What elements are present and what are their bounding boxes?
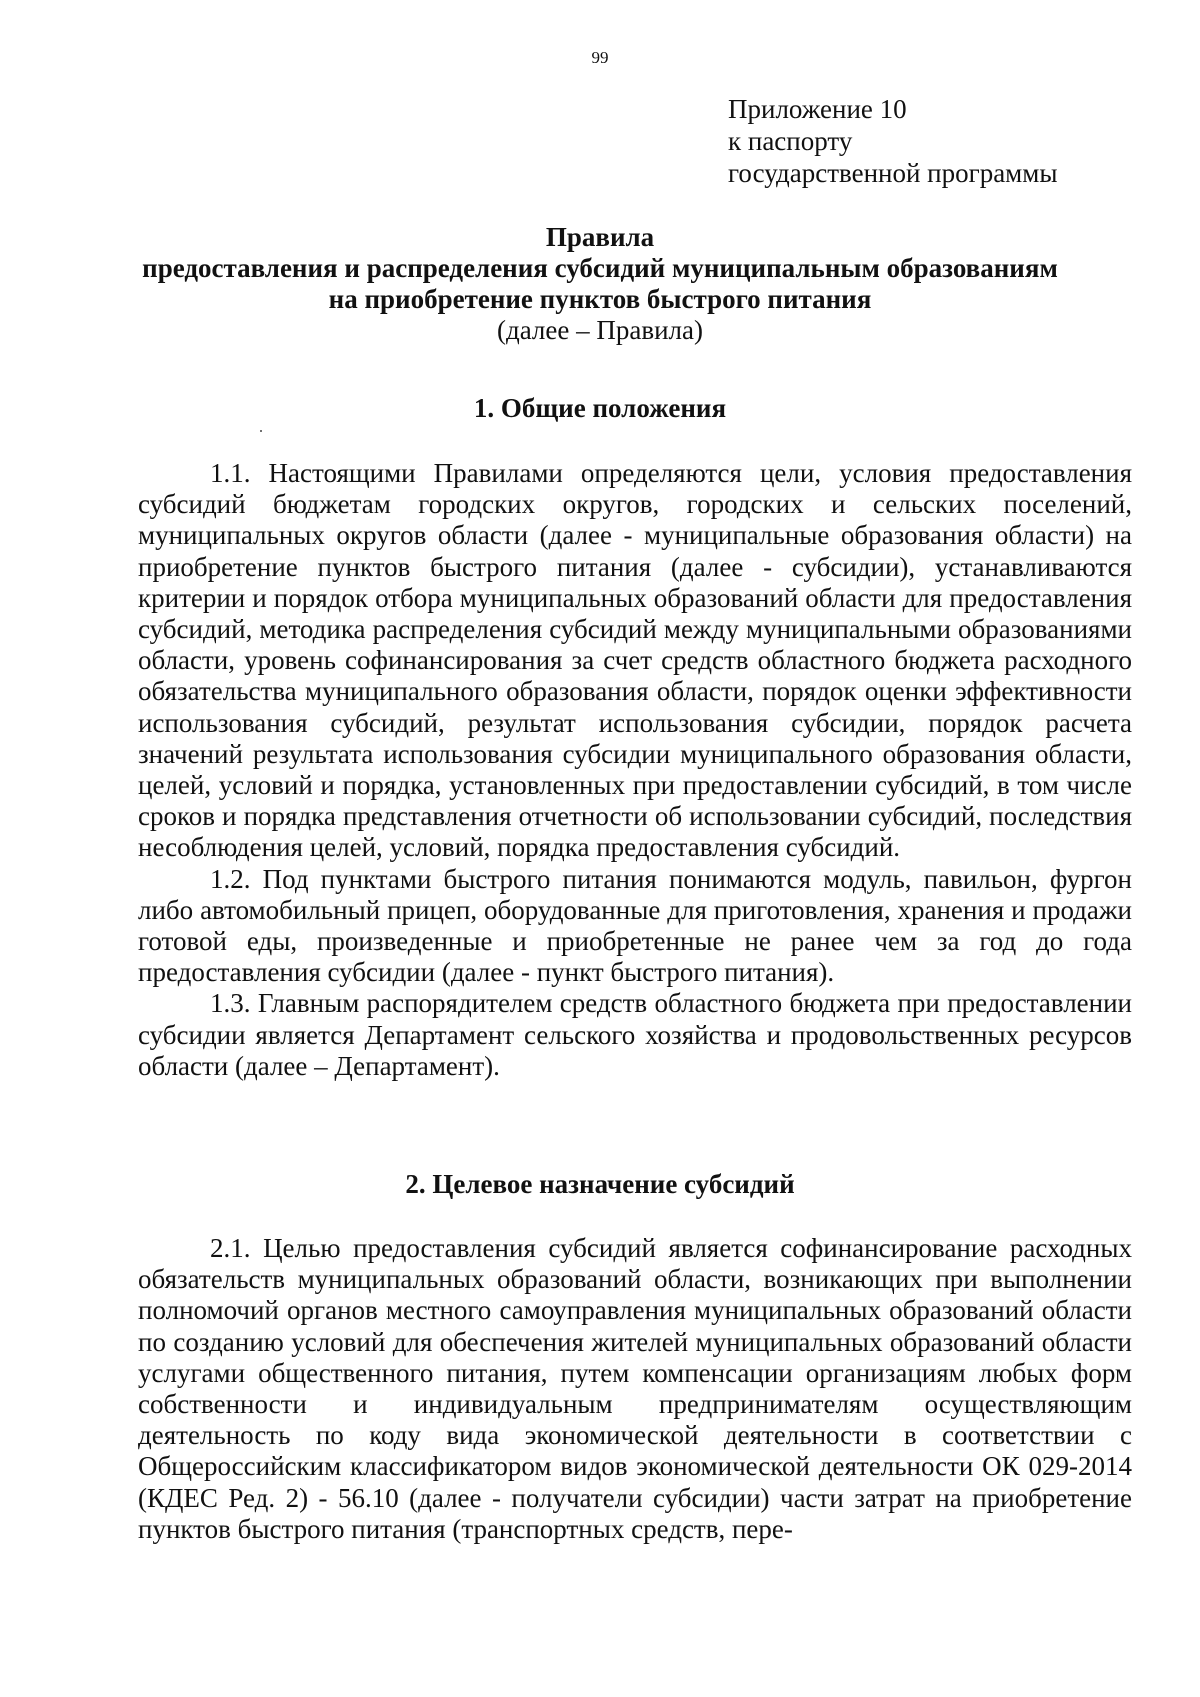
appendix-line: Приложение 10 — [728, 94, 907, 124]
section-body — [138, 458, 1132, 1082]
title-line: на приобретение пунктов быстрого питания — [328, 284, 872, 314]
page-number: 99 — [591, 48, 609, 67]
paragraph: 1.3. Главным распорядителем средств областного бюджета при предоставлении субсидии является Департамент сельского хозяйства и продовольственных ресурсов области (далее – Департамент). — [138, 988, 1132, 1081]
appendix-line: к паспорту — [728, 126, 853, 156]
paragraph: 2.1. Целью предоставления субсидий является софинансирование расходных обязательств муниципальных образований области, возникающих при выполнении полномочий органов местного самоуправления муниципальных образований области по созданию условий для обеспечения жителей муниципальных образований области услугами общественного питания, путем компенсации организациям любых форм собственности и индивидуальным предпринимателям осуществляющим деятельность по коду вида экономической деятельности в соответствии с Общероссийским классификатором видов экономической деятельности ОК 029-2014 (КДЕС Ред. 2) - 56.10 (далее - получатели субсидии) части затрат на приобретение пунктов быстрого питания (транспортных средств, пере- — [138, 1233, 1132, 1544]
section-body — [138, 1233, 1132, 1545]
paragraph: 1.1. Настоящими Правилами определяются цели, условия предоставления субсидий бюджетам городских округов, городских и сельских поселений, муниципальных округов области (далее - муниципальные образования области) на приобретение пунктов быстрого питания (далее - субсидии), устанавливаются критерии и порядок отбора муниципальных образований области для предоставления субсидий, методика распределения субсидий между муниципальными образованиями области, уровень софинансирования за счет средств областного бюджета расходного обязательства муниципального образования области, порядок оценки эффективности использования субсидий, результат использования субсидии, порядок расчета значений результата использования субсидии муниципального образования области, целей, условий и порядка, установленных при предоставлении субсидий, в том числе сроков и порядка представления отчетности об использовании субсидий, последствия несоблюдения целей, условий, порядка предоставления субсидий. — [138, 458, 1132, 863]
section-heading: 2. Целевое назначение субсидий — [405, 1169, 795, 1199]
scan-speck — [260, 430, 262, 432]
appendix-line: государственной программы — [728, 158, 1058, 188]
document-title — [100, 222, 1100, 346]
appendix-note — [728, 93, 1058, 189]
title-line: предоставления и распределения субсидий муниципальным образованиям — [142, 253, 1058, 283]
section-heading: 1. Общие положения — [473, 393, 727, 423]
title-line: Правила — [545, 222, 655, 252]
paragraph: 1.2. Под пунктами быстрого питания понимаются модуль, павильон, фургон либо автомобильный прицеп, оборудованные для приготовления, хранения и продажи готовой еды, произведенные и приобретенные не ранее чем за год до года предоставления субсидии (далее - пункт быстрого питания). — [138, 863, 1132, 988]
title-note: (далее – Правила) — [496, 315, 704, 345]
